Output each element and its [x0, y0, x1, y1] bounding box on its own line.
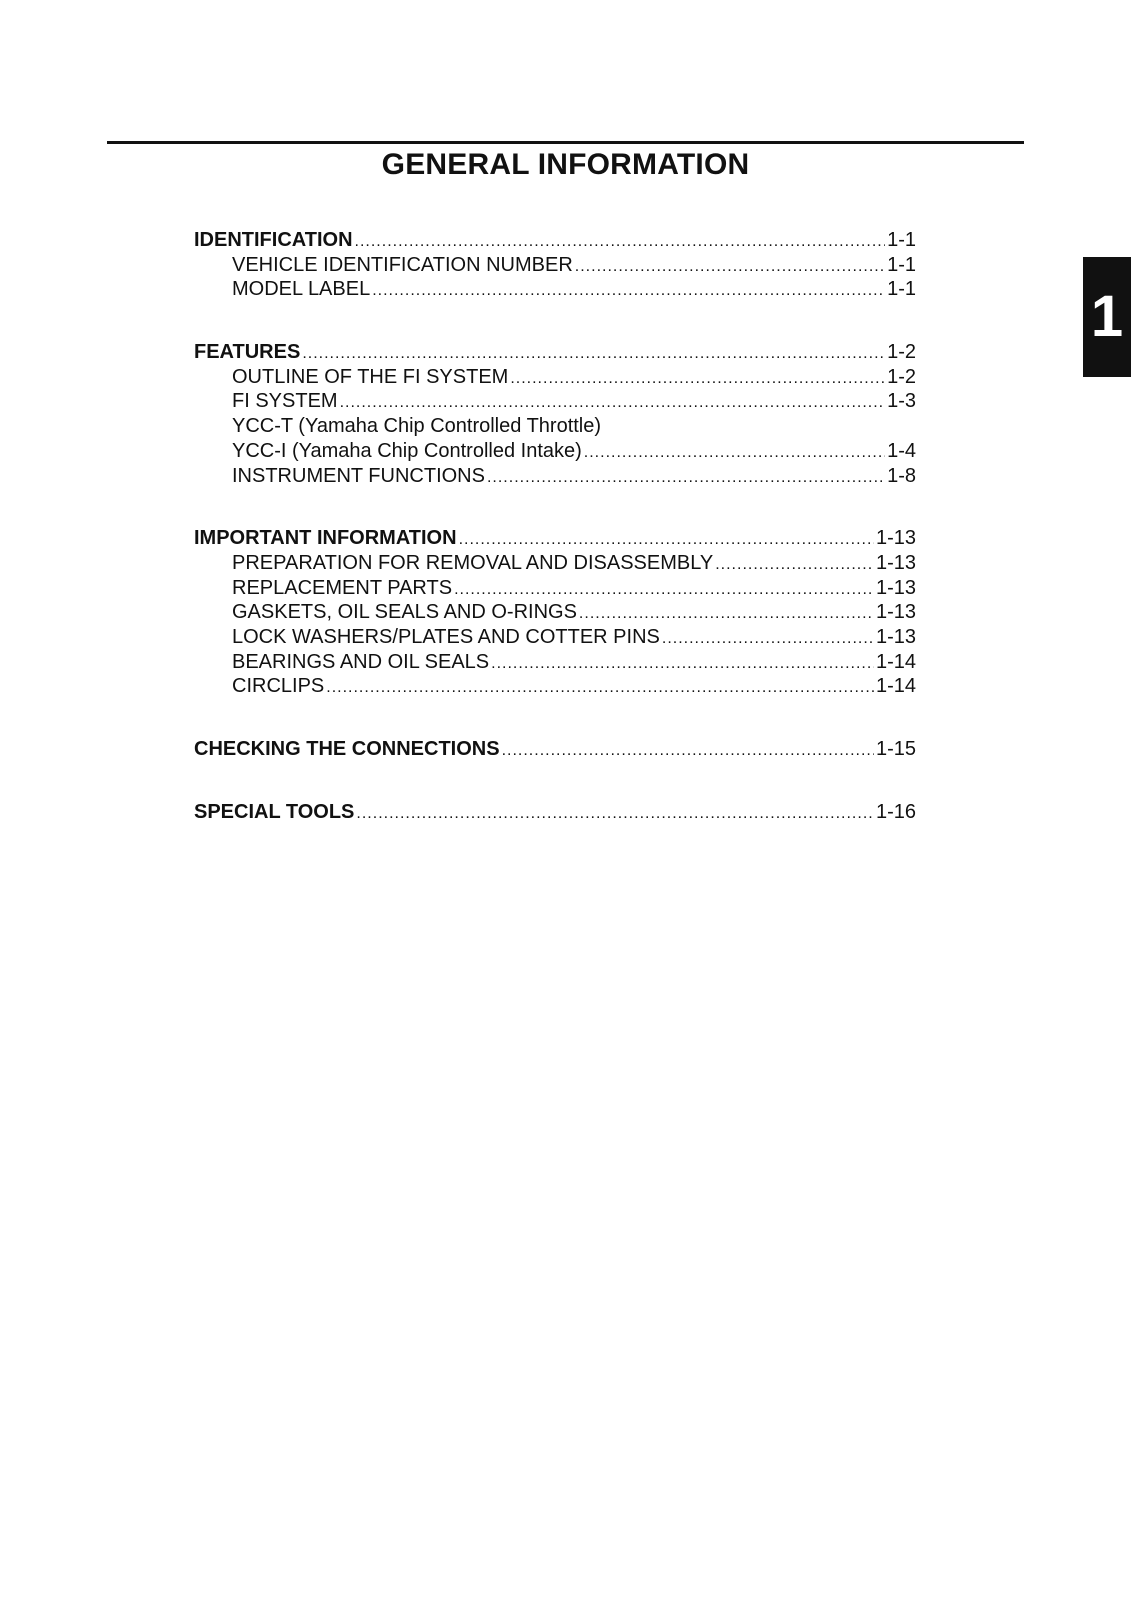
dot-leader [584, 441, 885, 466]
toc-page-number: 1-8 [887, 464, 916, 487]
dot-leader [502, 739, 874, 764]
toc-section [194, 340, 916, 488]
dot-leader [372, 279, 885, 304]
toc-page-number: 1-2 [887, 365, 916, 388]
dot-leader [491, 652, 874, 677]
toc-page-number: 1-13 [875, 551, 916, 574]
toc-section-heading[interactable] [194, 800, 916, 825]
dot-leader [715, 553, 874, 578]
dot-leader [302, 342, 885, 367]
toc-page-number: 1-1 [887, 253, 916, 276]
toc-entry-title: YCC-I (Yamaha Chip Controlled Intake) [232, 439, 582, 462]
toc-entry[interactable] [194, 650, 916, 675]
toc-entry-title: VEHICLE IDENTIFICATION NUMBER [232, 253, 573, 276]
toc-entry[interactable] [194, 365, 916, 390]
toc-entry-title: FI SYSTEM [232, 390, 338, 413]
toc-page-number: 1-2 [887, 341, 916, 364]
dot-leader [579, 602, 874, 627]
toc-entry[interactable] [194, 277, 916, 302]
toc-section [194, 228, 916, 302]
chapter-tab[interactable] [1083, 257, 1131, 377]
dot-leader [454, 578, 874, 603]
toc-page-number: 1-14 [875, 675, 916, 698]
toc-entry[interactable] [194, 551, 916, 576]
toc-entry-title: MODEL LABEL [232, 278, 371, 301]
header-rule [107, 141, 1024, 144]
toc-page-number: 1-3 [887, 390, 916, 413]
toc-page-number: 1-4 [887, 439, 916, 462]
toc-entry-title: CHECKING THE CONNECTIONS [194, 738, 500, 760]
dot-leader [575, 255, 885, 280]
toc-page-number: 1-13 [875, 601, 916, 624]
dot-leader [355, 230, 886, 255]
toc-page-number: 1-16 [875, 800, 916, 823]
toc-section [194, 800, 916, 825]
toc-entry-title: FEATURES [194, 341, 301, 364]
toc-entry-title: SPECIAL TOOLS [194, 800, 355, 823]
toc-section-heading[interactable] [194, 526, 916, 551]
toc-entry[interactable] [194, 625, 916, 650]
toc-section [194, 737, 916, 762]
toc-section-heading[interactable] [194, 737, 916, 762]
toc-entry-title: YCC-T (Yamaha Chip Controlled Throttle) [232, 415, 602, 438]
toc-section [194, 526, 916, 699]
toc-entry-title: GASKETS, OIL SEALS AND O-RINGS [232, 601, 577, 624]
toc-page-number: 1-13 [875, 576, 916, 599]
toc-entry[interactable] [194, 253, 916, 278]
toc-entry[interactable] [194, 576, 916, 601]
toc-entry-title: REPLACEMENT PARTS [232, 576, 453, 599]
toc-page-number: 1-1 [887, 278, 916, 301]
dot-leader [356, 802, 874, 827]
toc-page-number: 1-1 [887, 229, 916, 251]
toc-section-heading[interactable] [194, 340, 916, 365]
toc-entry-title: CIRCLIPS [232, 675, 325, 698]
table-of-contents [194, 228, 916, 862]
toc-entry-title: IDENTIFICATION [194, 229, 353, 251]
toc-entry[interactable] [194, 389, 916, 414]
toc-section-heading[interactable] [194, 228, 916, 253]
toc-page-number: 1-14 [875, 650, 916, 673]
chapter-tab-number: 1 [1090, 284, 1124, 349]
toc-entry-title: OUTLINE OF THE FI SYSTEM [232, 365, 509, 388]
toc-entry[interactable] [194, 414, 916, 439]
toc-entry[interactable] [194, 674, 916, 699]
toc-page-number: 1-13 [875, 625, 916, 648]
dot-leader [662, 627, 874, 652]
toc-page-number: 1-15 [875, 738, 916, 760]
dot-leader [340, 391, 886, 416]
toc-entry-title: INSTRUMENT FUNCTIONS [232, 464, 485, 487]
dot-leader [510, 367, 885, 392]
toc-page-number: 1-13 [875, 527, 916, 550]
toc-entry-title: PREPARATION FOR REMOVAL AND DISASSEMBLY [232, 551, 714, 574]
toc-entry-title: IMPORTANT INFORMATION [194, 527, 457, 550]
toc-entry-title: LOCK WASHERS/PLATES AND COTTER PINS [232, 625, 660, 648]
dot-leader [487, 466, 885, 491]
page-title: GENERAL INFORMATION [381, 148, 750, 181]
toc-entry[interactable] [194, 439, 916, 464]
toc-entry-title: BEARINGS AND OIL SEALS [232, 650, 490, 673]
toc-entry[interactable] [194, 464, 916, 489]
dot-leader [459, 528, 874, 553]
toc-entry[interactable] [194, 600, 916, 625]
dot-leader [326, 676, 874, 701]
